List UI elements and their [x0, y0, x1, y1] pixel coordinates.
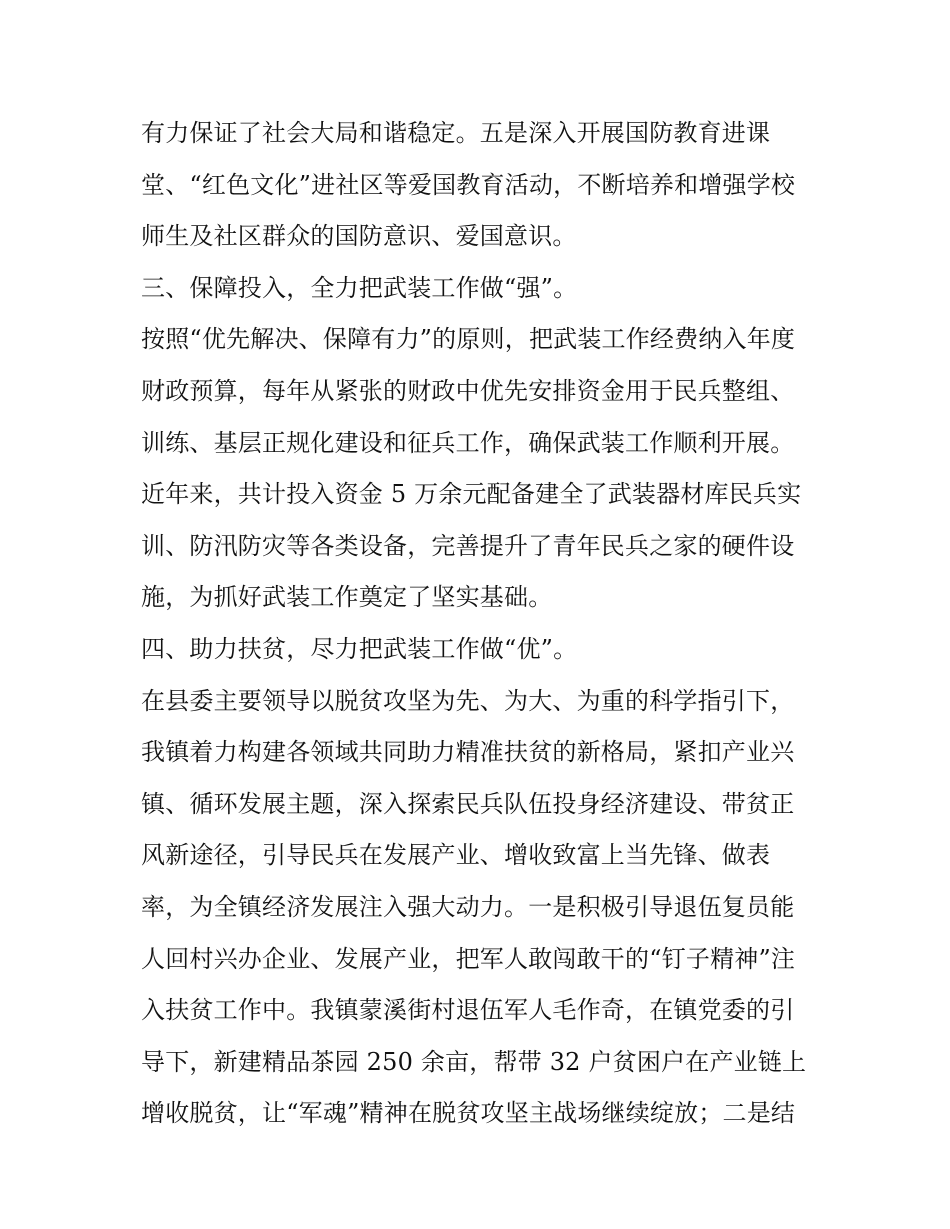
section-heading-3: 三、保障投入，全力把武装工作做“强”。	[141, 273, 578, 302]
text-line: 率，为全镇经济发展注入强大动力。一是积极引导退伍复员能	[141, 892, 795, 921]
text-line: 按照“优先解决、保障有力”的原则，把武装工作经费纳入年度	[141, 325, 796, 354]
text-line: 训、防汛防灾等各类设备，完善提升了青年民兵之家的硬件设	[141, 531, 795, 560]
text-line: 近年来，共计投入资金 5 万余元配备建全了武装器材库民兵实	[141, 480, 802, 509]
text-line: 风新途径，引导民兵在发展产业、增收致富上当先锋、做表	[141, 841, 771, 870]
document-body	[141, 108, 821, 1140]
text-line: 我镇着力构建各领域共同助力精准扶贫的新格局，紧扣产业兴	[141, 738, 795, 767]
text-line: 增收脱贫，让“军魂”精神在脱贫攻坚主战场继续绽放；二是结	[141, 1099, 796, 1128]
text-line: 在县委主要领导以脱贫攻坚为先、为大、为重的科学指引下，	[141, 686, 795, 715]
text-line: 入扶贫工作中。我镇蒙溪街村退伍军人毛作奇，在镇党委的引	[141, 996, 795, 1025]
section-heading-4: 四、助力扶贫，尽力把武装工作做“优”。	[141, 634, 578, 663]
text-line: 导下，新建精品茶园 250 余亩，帮带 32 户贫困户在产业链上	[141, 1047, 807, 1076]
text-line: 财政预算，每年从紧张的财政中优先安排资金用于民兵整组、	[141, 376, 795, 405]
text-line: 镇、循环发展主题，深入探索民兵队伍投身经济建设、带贫正	[141, 789, 795, 818]
text-line: 师生及社区群众的国防意识、爱国意识。	[141, 222, 577, 251]
text-line: 有力保证了社会大局和谐稳定。五是深入开展国防教育进课	[141, 119, 771, 147]
text-line: 训练、基层正规化建设和征兵工作，确保武装工作顺利开展。	[141, 428, 795, 457]
text-line: 施，为抓好武装工作奠定了坚实基础。	[141, 583, 553, 612]
text-line: 堂、“红色文化”进社区等爱国教育活动，不断培养和增强学校	[141, 170, 796, 199]
text-line: 人回村兴办企业、发展产业，把军人敢闯敢干的“钉子精神”注	[141, 944, 796, 973]
